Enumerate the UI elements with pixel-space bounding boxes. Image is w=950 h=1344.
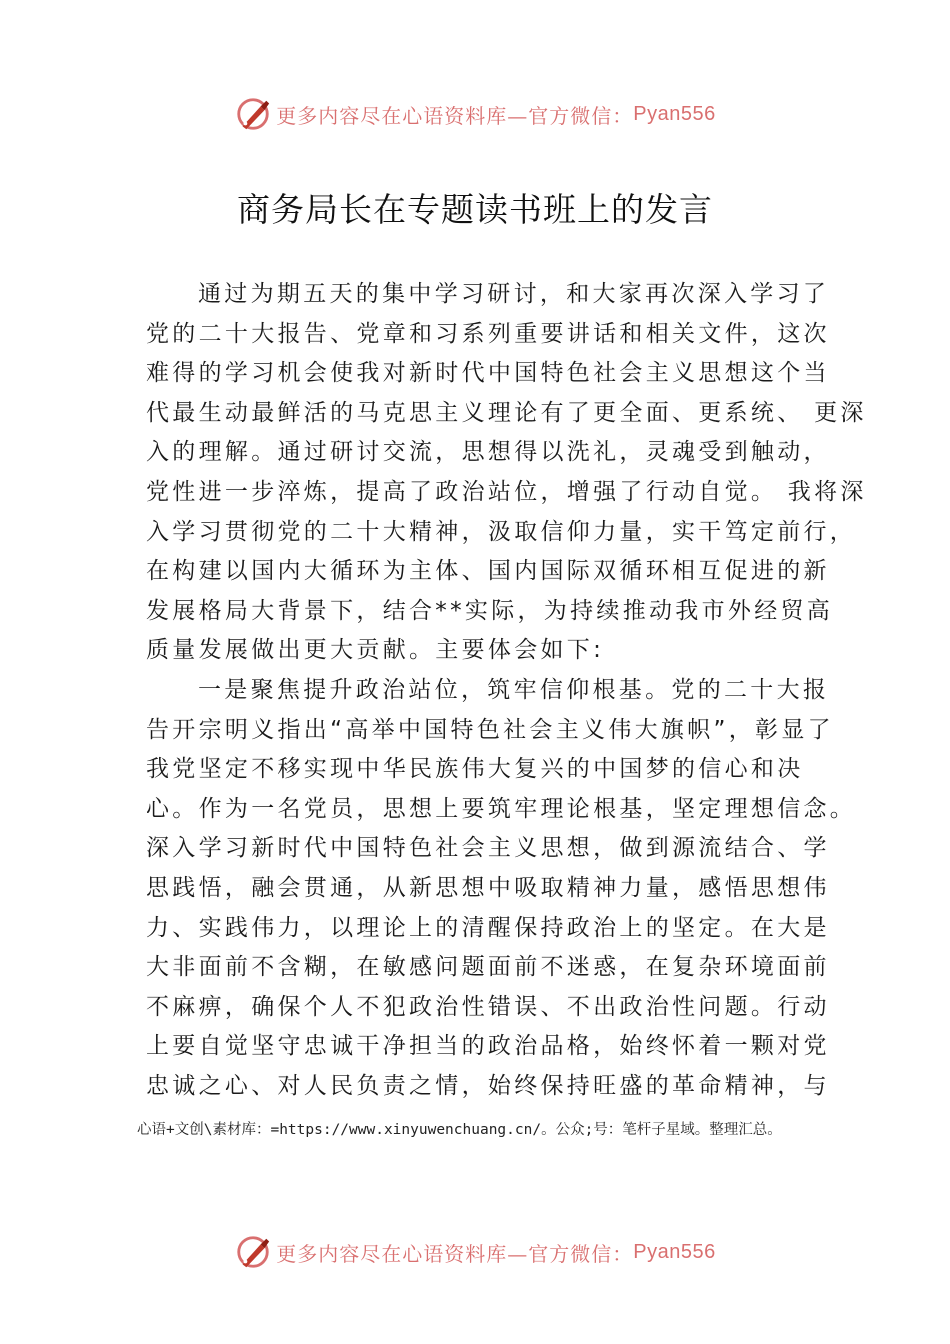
paragraph-line: 大非面前不含糊，在敏感问题面前不迷惑，在复杂环境面前: [146, 954, 830, 981]
paragraph-line: 力、实践伟力，以理论上的清醒保持政治上的坚定。在大是: [146, 914, 830, 941]
paragraph-line: 上要自觉坚守忠诚干净担当的政治品格，始终怀着一颗对党: [146, 1033, 830, 1060]
banner-text: 更多内容尽在心语资料库—官方微信：: [276, 1241, 634, 1266]
paragraph-line: 在构建以国内大循环为主体、国内国际双循环相互促进的新: [146, 558, 830, 585]
paragraph-line: 难得的学习机会使我对新时代中国特色社会主义思想这个当: [146, 360, 830, 387]
paragraph-line: 告开宗明义指出“高举中国特色社会主义伟大旗帜”，彰显了: [146, 716, 834, 743]
paragraph-line: 我党坚定不移实现中华民族伟大复兴的中国梦的信心和决: [146, 756, 804, 783]
paragraph-line: 一是聚焦提升政治站位，筑牢信仰根基。党的二十大报: [198, 676, 830, 703]
paragraph-line: 不麻痹，确保个人不犯政治性错误、不出政治性问题。行动: [146, 993, 830, 1020]
pen-logo-icon: [234, 1233, 272, 1271]
document-body: [146, 275, 867, 1106]
document-title: 商务局长在专题读书班上的发言: [237, 190, 713, 229]
banner-wechat-id: Pyan556: [633, 102, 716, 125]
banner-text: 更多内容尽在心语资料库—官方微信：: [276, 103, 634, 128]
paragraph-line: 党的二十大报告、党章和习系列重要讲话和相关文件，这次: [146, 320, 830, 347]
banner-wechat-id: Pyan556: [633, 1240, 716, 1263]
paragraph-line: 思践悟，融会贯通，从新思想中吸取精神力量，感悟思想伟: [146, 874, 830, 901]
header-banner: [0, 94, 950, 134]
paragraph-line: 深入学习新时代中国特色社会主义思想，做到源流结合、学: [146, 835, 830, 862]
paragraph-line: 通过为期五天的集中学习研讨，和大家再次深入学习了: [198, 281, 830, 307]
paragraph-line: 心。作为一名党员，思想上要筑牢理论根基，坚定理想信念。: [146, 795, 857, 822]
paragraph-line: 发展格局大背景下，结合**实际，为持续推动我市外经贸高: [146, 597, 834, 624]
paragraph-line: 入的理解。通过研讨交流，思想得以洗礼，灵魂受到触动，: [146, 439, 830, 466]
footer-banner: [0, 1232, 950, 1272]
paragraph-line: 忠诚之心、对人民负责之情，始终保持旺盛的革命精神，与: [146, 1072, 830, 1099]
pen-logo-icon: [234, 95, 272, 133]
paragraph-line: 代最生动最鲜活的马克思主义理论有了更全面、更系统、 更深: [146, 399, 867, 426]
paragraph-line: 入学习贯彻党的二十大精神，汲取信仰力量，实干笃定前行，: [146, 518, 857, 545]
source-note: 心语+文创\素材库：=https://www.xinyuwenchuang.cn/。公众;号：笔杆子星域。整理汇总。: [137, 1122, 782, 1138]
paragraph-line: 党性进一步淬炼，提高了政治站位，增强了行动自觉。 我将深: [146, 478, 867, 505]
paragraph-line: 质量发展做出更大贡献。主要体会如下:: [146, 637, 605, 664]
